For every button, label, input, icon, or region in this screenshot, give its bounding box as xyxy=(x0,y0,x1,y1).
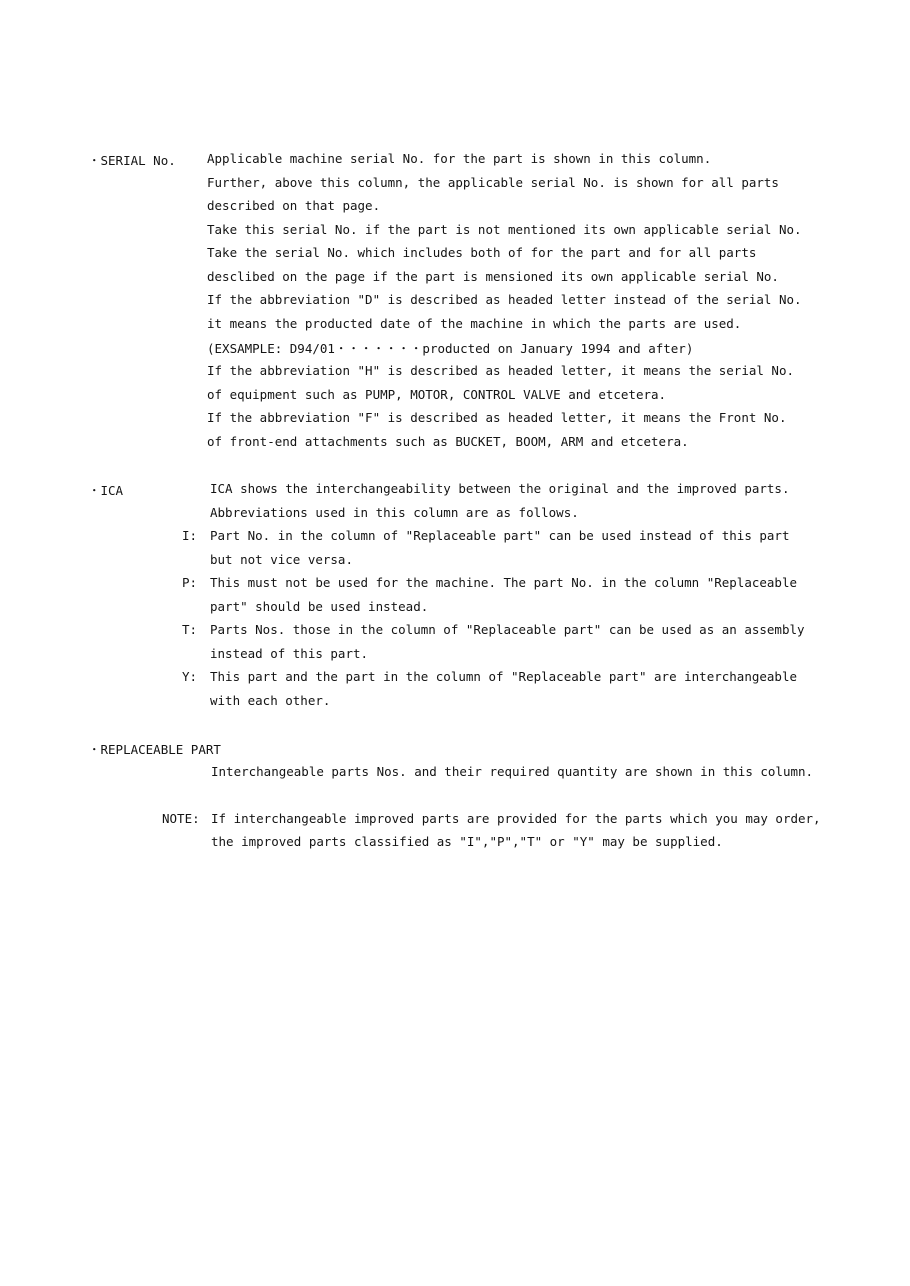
ica-item-line: with each other. xyxy=(210,693,331,708)
serial-line: it means the producted date of the machine in which the parts are used. xyxy=(207,316,742,331)
serial-line: Applicable machine serial No. for the part is shown in this column. xyxy=(207,151,712,166)
ica-item-line: This must not be used for the machine. The part No. in the column "Replaceable xyxy=(210,575,797,590)
ica-item-line: instead of this part. xyxy=(210,646,369,661)
serial-line: If the abbreviation "H" is described as headed letter, it means the serial No. xyxy=(207,363,794,378)
serial-line: desclibed on the page if the part is mensioned its own applicable serial No. xyxy=(207,269,779,284)
ica-item-line: part" should be used instead. xyxy=(210,599,429,614)
ica-heading: ・ICA xyxy=(88,483,124,498)
serial-line: of equipment such as PUMP, MOTOR, CONTROL VALVE and etcetera. xyxy=(207,387,667,402)
serial-line: If the abbreviation "F" is described as headed letter, it means the Front No. xyxy=(207,410,787,425)
ica-intro-line: Abbreviations used in this column are as follows. xyxy=(210,505,579,520)
ica-code: I: xyxy=(182,528,198,543)
serial-line: of front-end attachments such as BUCKET, BOOM, ARM and etcetera. xyxy=(207,434,689,449)
serial-line: Take this serial No. if the part is not mentioned its own applicable serial No. xyxy=(207,222,802,237)
serial-line: (EXSAMPLE: D94/01・・・・・・・producted on January 1994 and after) xyxy=(207,341,694,356)
ica-code: T: xyxy=(182,622,198,637)
ica-intro-line: ICA shows the interchangeability between the original and the improved parts. xyxy=(210,481,790,496)
ica-item-line: This part and the part in the column of "Replaceable part" are interchangeable xyxy=(210,669,797,684)
serial-line: Take the serial No. which includes both of for the part and for all parts xyxy=(207,245,757,260)
replaceable-heading: ・REPLACEABLE PART xyxy=(88,742,221,757)
serial-line: described on that page. xyxy=(207,198,381,213)
ica-code: P: xyxy=(182,575,198,590)
ica-item-line: but not vice versa. xyxy=(210,552,353,567)
ica-item-line: Parts Nos. those in the column of "Replaceable part" can be used as an assembly xyxy=(210,622,805,637)
note-line: If interchangeable improved parts are provided for the parts which you may order, xyxy=(211,811,821,826)
ica-code: Y: xyxy=(182,669,198,684)
note-label: NOTE: xyxy=(162,811,200,826)
serial-line: If the abbreviation "D" is described as headed letter instead of the serial No. xyxy=(207,292,802,307)
serial-line: Further, above this column, the applicable serial No. is shown for all parts xyxy=(207,175,779,190)
replaceable-text: Interchangeable parts Nos. and their required quantity are shown in this column. xyxy=(211,764,814,779)
note-line: the improved parts classified as "I","P","T" or "Y" may be supplied. xyxy=(211,834,723,849)
ica-item-line: Part No. in the column of "Replaceable part" can be used instead of this part xyxy=(210,528,790,543)
serial-heading: ・SERIAL No. xyxy=(88,153,176,168)
